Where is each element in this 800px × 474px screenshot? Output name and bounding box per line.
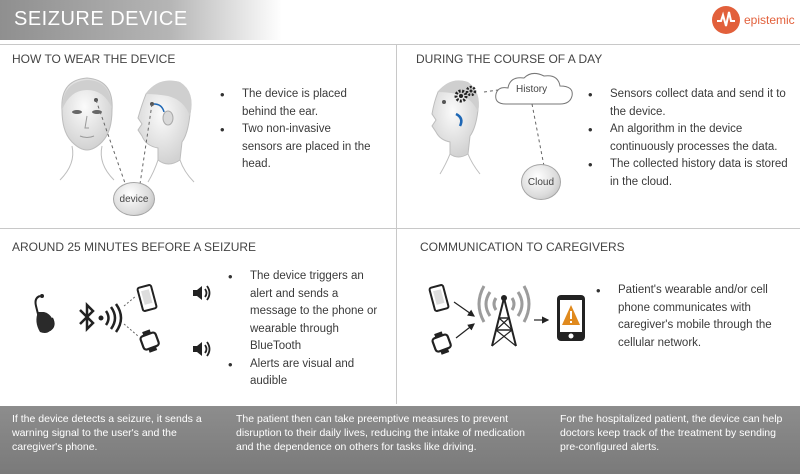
list-item: • Patient's wearable and/or cell phone communicates with caregiver's mobile through the cellular network. (590, 282, 790, 352)
cell-tower-icon (476, 282, 532, 348)
heading-communication: COMMUNICATION TO CAREGIVERS (420, 240, 625, 254)
footer-text-prevention: The patient then can take preemptive measures to prevent disruption to their daily lives, reducing the intake of medication and the dependence on others for tasks like driving. (236, 413, 525, 453)
list-item: • Sensors collect data and send it to the device. (582, 86, 792, 121)
list-item: • An algorithm in the device continuously processes the data. (582, 121, 792, 156)
list-item: • Two non-invasive sensors are placed in the head. (214, 121, 374, 174)
brand-name: epistemic (744, 13, 795, 27)
footer-text-detection: If the device detects a seizure, it sends a warning signal to the user's and the caregiver's phone. (12, 413, 202, 453)
cloud-bubble: Cloud (521, 164, 561, 200)
list-item: • The device is placed behind the ear. (214, 86, 374, 121)
page-title: SEIZURE DEVICE (14, 8, 188, 30)
warning-phone-icon (556, 294, 586, 342)
footer-text-hospital: For the hospitalized patient, the device can help doctors keep track of the treatment by sending pre-configured alerts. (560, 413, 783, 453)
comm-bullets (590, 282, 790, 352)
list-item: • Alerts are visual and audible (222, 356, 380, 391)
device-bubble: device (113, 182, 155, 216)
heading-how-to-wear: HOW TO WEAR THE DEVICE (12, 52, 176, 66)
heading-during-day: DURING THE COURSE OF A DAY (416, 52, 603, 66)
history-label: History (516, 84, 548, 95)
list-item: • The device triggers an alert and sends a message to the phone or wearable through BlueTooth (222, 268, 380, 356)
heading-before-seizure: AROUND 25 MINUTES BEFORE A SEIZURE (12, 240, 257, 254)
list-item: • The collected history data is stored in the cloud. (582, 156, 792, 191)
